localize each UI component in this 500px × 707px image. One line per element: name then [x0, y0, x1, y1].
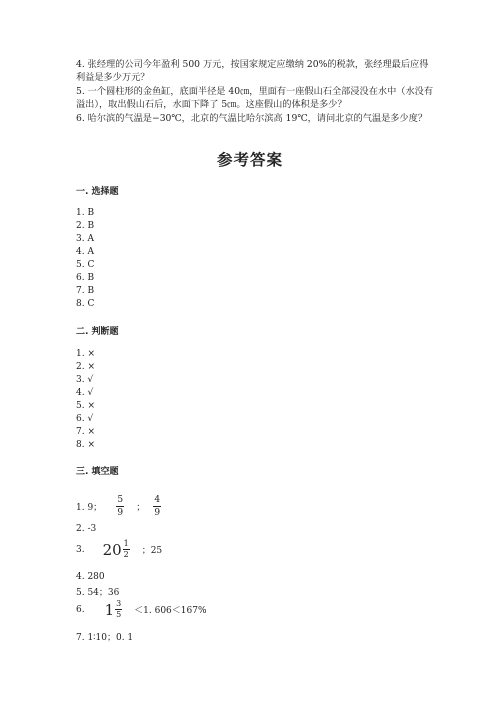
numerator: 4	[154, 495, 161, 505]
judge-answer: 6. √	[76, 414, 94, 424]
fill-answer-label: 1. 9；	[76, 503, 103, 513]
choice-answer: 3. A	[76, 234, 94, 244]
mixed-number-whole: 1	[104, 600, 115, 619]
fill-answer-3	[76, 540, 162, 559]
choice-answer: 1. B	[76, 208, 95, 218]
problem-6: 6. 哈尔滨的气温是−30℃，北京的气温比哈尔滨高 19℃，请问北京的气温是多少度？	[76, 112, 428, 124]
section-heading-judge: 二. 判断题	[76, 327, 119, 337]
word-problems	[76, 58, 436, 125]
judge-answer: 3. √	[76, 375, 94, 385]
denominator: 9	[154, 508, 161, 518]
answer-title: 参考答案	[216, 151, 283, 169]
choice-answer: 7. B	[76, 286, 95, 296]
fraction	[115, 600, 122, 619]
fill-answer-rest: ＜1. 606＜167%	[134, 606, 207, 616]
judge-answer: 5. ×	[76, 401, 95, 411]
numerator: 3	[116, 599, 122, 608]
fill-answer-5: 5. 54；36	[76, 588, 120, 598]
fill-answer-6	[76, 600, 207, 619]
problem-4: 4. 张经理的公司今年盈利 500 万元，按国家规定应缴纳 20%的税款，张经理最后应得利益是多少万元？	[76, 59, 429, 84]
choice-answer: 4. A	[76, 247, 94, 257]
choice-answer: 6. B	[76, 273, 95, 283]
denominator: 9	[117, 508, 124, 518]
fill-answer-4: 4. 280	[76, 572, 105, 582]
judge-answer: 4. √	[76, 388, 94, 398]
judge-answer: 2. ×	[76, 362, 95, 372]
fraction	[123, 540, 130, 559]
choice-answer-list	[76, 207, 94, 311]
choice-answer: 5. C	[76, 260, 95, 270]
section-heading-choice: 一. 选择题	[76, 187, 119, 197]
denominator: 2	[123, 550, 129, 559]
judge-answer: 1. ×	[76, 349, 95, 359]
mixed-number-whole: 20	[102, 540, 122, 559]
fill-answer-label: 3.	[76, 544, 85, 555]
denominator: 5	[116, 610, 122, 619]
judge-answer-list	[76, 348, 95, 452]
numerator: 5	[117, 495, 124, 505]
section-heading-fill: 三. 填空题	[76, 467, 119, 477]
fraction	[116, 495, 124, 518]
fill-answer-7: 7. 1∶10；0. 1	[76, 633, 134, 643]
fraction	[153, 495, 161, 518]
choice-answer: 8. C	[76, 299, 95, 309]
judge-answer: 7. ×	[76, 427, 95, 437]
fill-answer-2: 2. -3	[76, 524, 97, 534]
fraction-bar	[153, 506, 161, 507]
choice-answer: 2. B	[76, 221, 95, 231]
judge-answer: 8. ×	[76, 440, 95, 450]
separator: ；	[136, 503, 146, 513]
fill-answer-1	[76, 495, 161, 518]
fill-answer-rest: ；25	[141, 546, 163, 556]
numerator: 1	[123, 539, 129, 548]
problem-5: 5. 一个圆柱形的金鱼缸，底面半径是 40㎝，里面有一座假山石全部浸没在水中（水没有溢出），取出假山石后，水面下降了 5㎝。这座假山的体积是多少？	[76, 85, 434, 111]
fill-answer-label: 6.	[76, 604, 85, 615]
fraction-bar	[116, 506, 124, 507]
